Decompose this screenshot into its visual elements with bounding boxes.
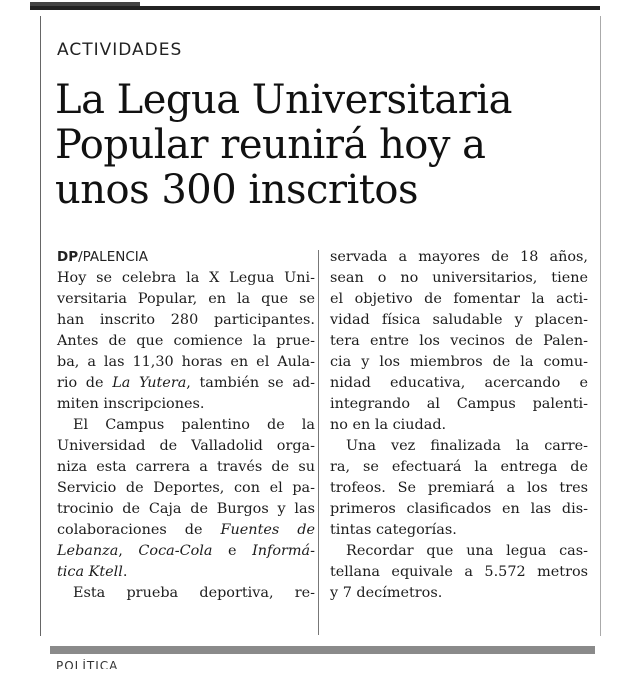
sponsor-name: Fuentes de [220, 522, 316, 538]
bottom-rule [50, 646, 595, 654]
text-line: y 7 decímetros. [330, 585, 443, 601]
text-line: versitaria Popular, en la que se [57, 291, 315, 307]
text-line: servada a mayores de 18 años, [330, 249, 588, 265]
sponsor-name: Coca-Cola [138, 543, 213, 559]
place-name: La Yutera [112, 375, 187, 391]
text-line: nidad educativa, acercando e [330, 375, 588, 391]
text-run: colaboraciones de [57, 522, 203, 538]
text-line [57, 541, 315, 562]
sponsor-name: Informá- [252, 543, 316, 559]
text-run: . [122, 564, 128, 580]
text-line: integrando al Campus palenti- [330, 396, 588, 412]
text-line: trofeos. Se premiará a los tres [330, 480, 588, 496]
text-line: Hoy se celebra la X Legua Uni- [57, 270, 315, 286]
text-line: ba, a las 11,30 horas en el Aula- [57, 354, 315, 370]
text-line: miten inscripciones. [57, 396, 205, 412]
headline-line: unos 300 inscritos [55, 167, 418, 213]
byline-city: /PALENCIA [78, 249, 148, 265]
headline [55, 78, 595, 213]
text-run: e [228, 543, 237, 559]
text-line [57, 520, 315, 541]
text-line: Universidad de Valladolid orga- [57, 438, 315, 454]
section-label: ACTIVIDADES [57, 40, 183, 60]
text-line: Recordar que una legua cas- [346, 543, 588, 559]
article-column-left [57, 247, 315, 604]
byline-agency: DP [57, 249, 79, 265]
column-divider [318, 250, 319, 635]
text-line: ra, se efectuará la entrega de [330, 459, 588, 475]
text-line [57, 373, 315, 394]
headline-line: La Legua Universitaria [55, 77, 512, 123]
text-line: sean o no universitarios, tiene [330, 270, 588, 286]
next-section-label: POLÍTICA [56, 659, 119, 669]
text-line: Servicio de Deportes, con el pa- [57, 480, 315, 496]
sponsor-name: tica Ktell [57, 564, 123, 580]
text-line: no en la ciudad. [330, 417, 447, 433]
text-run: , también se ad- [186, 375, 316, 391]
top-rule [30, 6, 600, 10]
text-line: primeros clasificados en las dis- [330, 501, 588, 517]
headline-line: Popular reunirá hoy a [55, 122, 486, 168]
text-line: Esta prueba deportiva, re- [73, 585, 315, 601]
text-line: El Campus palentino de la [73, 417, 315, 433]
text-line: tellana equivale a 5.572 metros [330, 564, 588, 580]
text-line: el objetivo de fomentar la acti- [330, 291, 588, 307]
byline [57, 247, 315, 268]
text-line: han inscrito 280 participantes. [57, 312, 315, 328]
text-run: , [118, 543, 123, 559]
text-line: tintas categorías. [330, 522, 457, 538]
text-line [57, 562, 315, 583]
text-line: cia y los miembros de la comu- [330, 354, 588, 370]
text-line: Una vez finalizada la carre- [346, 438, 588, 454]
article-column-right [330, 247, 588, 604]
sponsor-name: Lebanza [57, 543, 119, 559]
text-line: Antes de que comience la prue- [57, 333, 315, 349]
left-frame-rule [40, 16, 41, 636]
text-line: vidad física saludable y placen- [330, 312, 588, 328]
text-line: niza esta carrera a través de su [57, 459, 315, 475]
text-line: tera entre los vecinos de Palen- [330, 333, 588, 349]
text-line: trocinio de Caja de Burgos y las [57, 501, 315, 517]
right-frame-rule [600, 16, 601, 636]
text-run: rio de [57, 375, 104, 391]
